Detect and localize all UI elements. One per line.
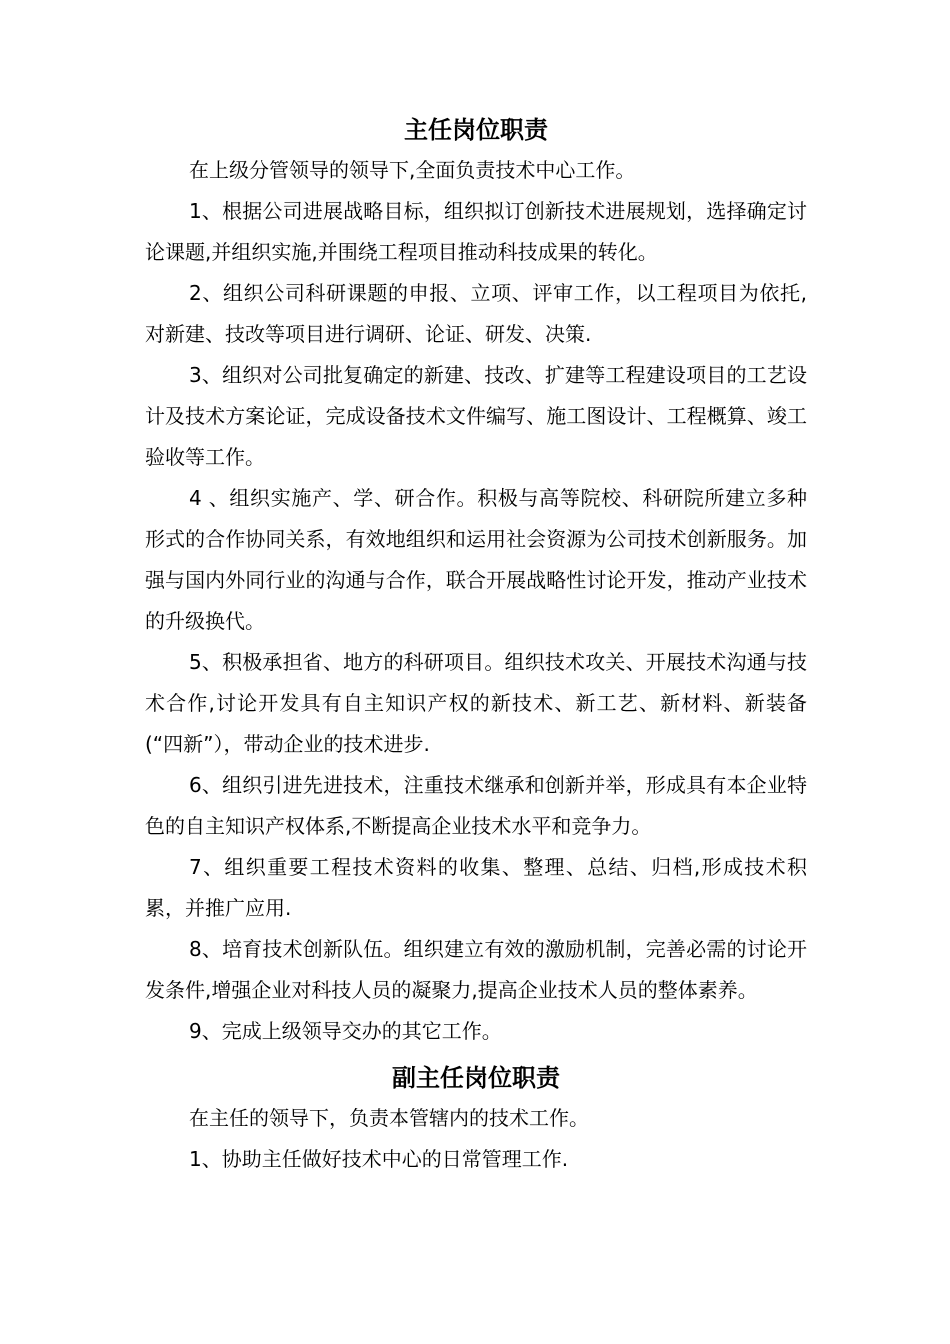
duty-item: 5、积极承担省、地方的科研项目。组织技术攻关、开展技术沟通与技术合作,讨论开发具有自主知识产权的新技术、新工艺、新材料、新装备(“四新”），带动企业的技术进步.: [145, 650, 807, 756]
deputy-director-duties-section: [145, 1058, 807, 1180]
section-intro: 在上级分管领导的领导下,全面负责技术中心工作。: [189, 158, 636, 182]
director-duties-section: [145, 110, 807, 1052]
section-title: 主任岗位职责: [404, 116, 548, 144]
duty-item: 9、完成上级领导交办的其它工作。: [189, 1019, 502, 1043]
duty-item: 1、协助主任做好技术中心的日常管理工作.: [189, 1147, 569, 1171]
section-intro: 在主任的领导下，负责本管辖内的技术工作。: [189, 1106, 589, 1130]
duty-item: 7、组织重要工程技术资料的收集、整理、总结、归档,形成技术积累，并推广应用.: [145, 855, 807, 920]
duty-item: 1、根据公司进展战略目标，组织拟订创新技术进展规划，选择确定讨论课题,并组织实施,并围绕工程项目推动科技成果的转化。: [145, 199, 807, 264]
duty-item: 6、组织引进先进技术，注重技术继承和创新并举，形成具有本企业特色的自主知识产权体系,不断提高企业技术水平和竞争力。: [145, 773, 807, 838]
duty-item: 4 、组织实施产、学、研合作。积极与高等院校、科研院所建立多种形式的合作协同关系，有效地组织和运用社会资源为公司技术创新服务。加强与国内外同行业的沟通与合作，联合开展战略性讨论开发，推动产业技术的升级换代。: [145, 486, 807, 633]
duty-item: 3、组织对公司批复确定的新建、技改、扩建等工程建设项目的工艺设计及技术方案论证，完成设备技术文件编写、施工图设计、工程概算、竣工验收等工作。: [145, 363, 807, 469]
document-page: [145, 110, 807, 1180]
section-title: 副主任岗位职责: [392, 1064, 560, 1092]
duty-item: 8、培育技术创新队伍。组织建立有效的激励机制，完善必需的讨论开发条件,增强企业对科技人员的凝聚力,提高企业技术人员的整体素养。: [145, 937, 807, 1002]
duty-item: 2、组织公司科研课题的申报、立项、评审工作，以工程项目为依托,对新建、技改等项目进行调研、论证、研发、决策.: [145, 281, 807, 346]
